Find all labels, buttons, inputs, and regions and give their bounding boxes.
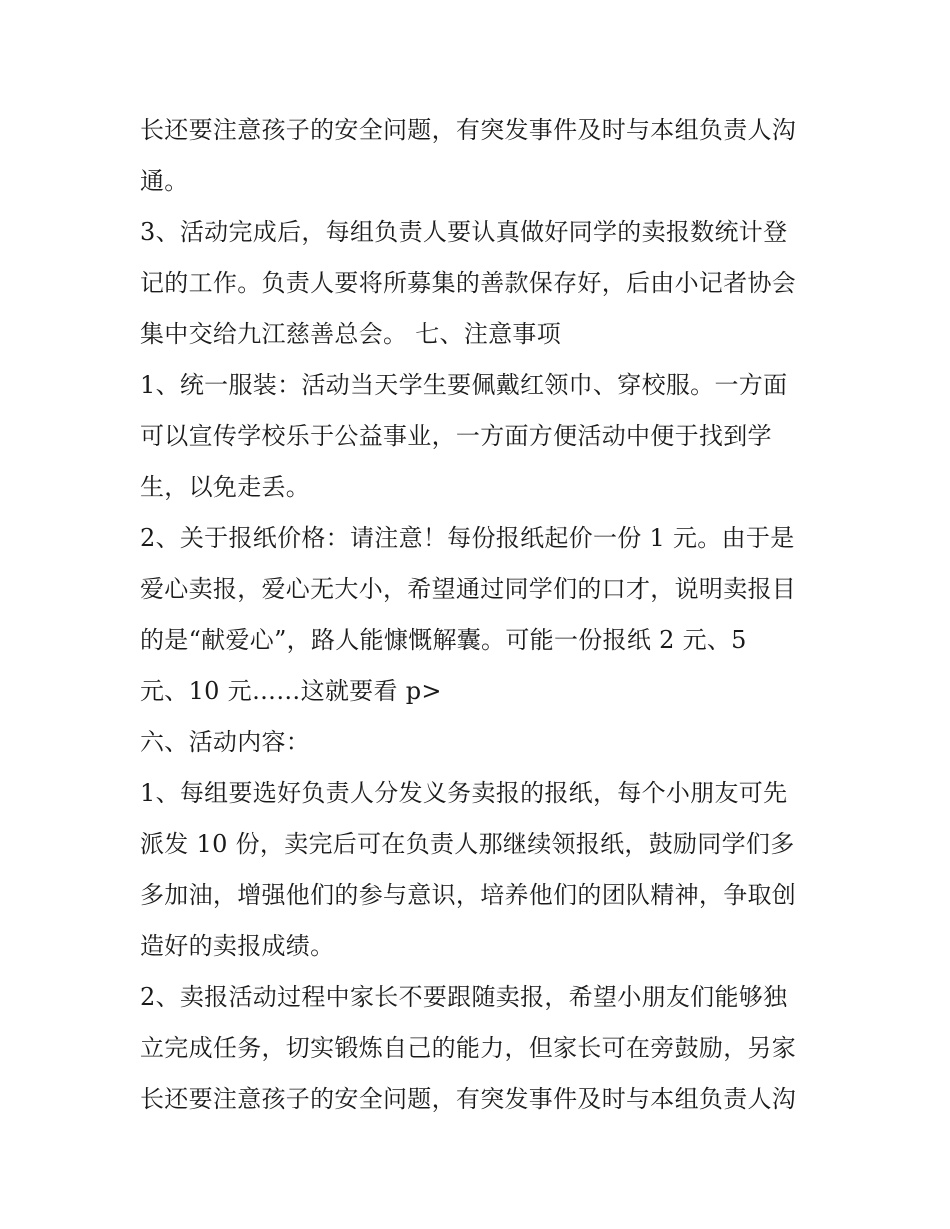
document-body — [140, 105, 830, 1125]
text-line: 长还要注意孩子的安全问题，有突发事件及时与本组负责人沟 — [140, 116, 797, 144]
text-line: 可以宣传学校乐于公益事业，一方面方便活动中便于找到学 — [140, 422, 772, 450]
text-line: 立完成任务，切实锻炼自己的能力，但家长可在旁鼓励，另家 — [140, 1034, 797, 1062]
text-line: 通。 — [140, 167, 189, 195]
text-line: 派发 10 份，卖完后可在负责人那继续领报纸，鼓励同学们多 — [140, 830, 795, 858]
text-line: 多加油，增强他们的参与意识，培养他们的团队精神，争取创 — [140, 881, 797, 909]
text-line: 的是“献爱心”，路人能慷慨解囊。可能一份报纸 2 元、5 — [140, 626, 747, 654]
text-line: 集中交给九江慈善总会。 七、注意事项 — [140, 320, 562, 348]
text-line: 长还要注意孩子的安全问题，有突发事件及时与本组负责人沟 — [140, 1085, 797, 1113]
text-line: 2、关于报纸价格：请注意！每份报纸起价一份 1 元。由于是 — [140, 524, 795, 552]
text-line: 爱心卖报，爱心无大小，希望通过同学们的口才，说明卖报目 — [140, 575, 797, 603]
text-line: 元、10 元……这就要看 p> — [140, 677, 442, 705]
text-line: 3、活动完成后，每组负责人要认真做好同学的卖报数统计登 — [140, 218, 788, 246]
text-line: 生，以免走丢。 — [140, 473, 311, 501]
text-line: 造好的卖报成绩。 — [140, 932, 335, 960]
text-line: 2、卖报活动过程中家长不要跟随卖报，希望小朋友们能够独 — [140, 983, 788, 1011]
text-line: 1、每组要选好负责人分发义务卖报的报纸，每个小朋友可先 — [140, 779, 788, 807]
text-line: 1、统一服装：活动当天学生要佩戴红领巾、穿校服。一方面 — [140, 371, 788, 399]
text-line: 六、活动内容： — [140, 728, 311, 756]
text-line: 记的工作。负责人要将所募集的善款保存好，后由小记者协会 — [140, 269, 797, 297]
